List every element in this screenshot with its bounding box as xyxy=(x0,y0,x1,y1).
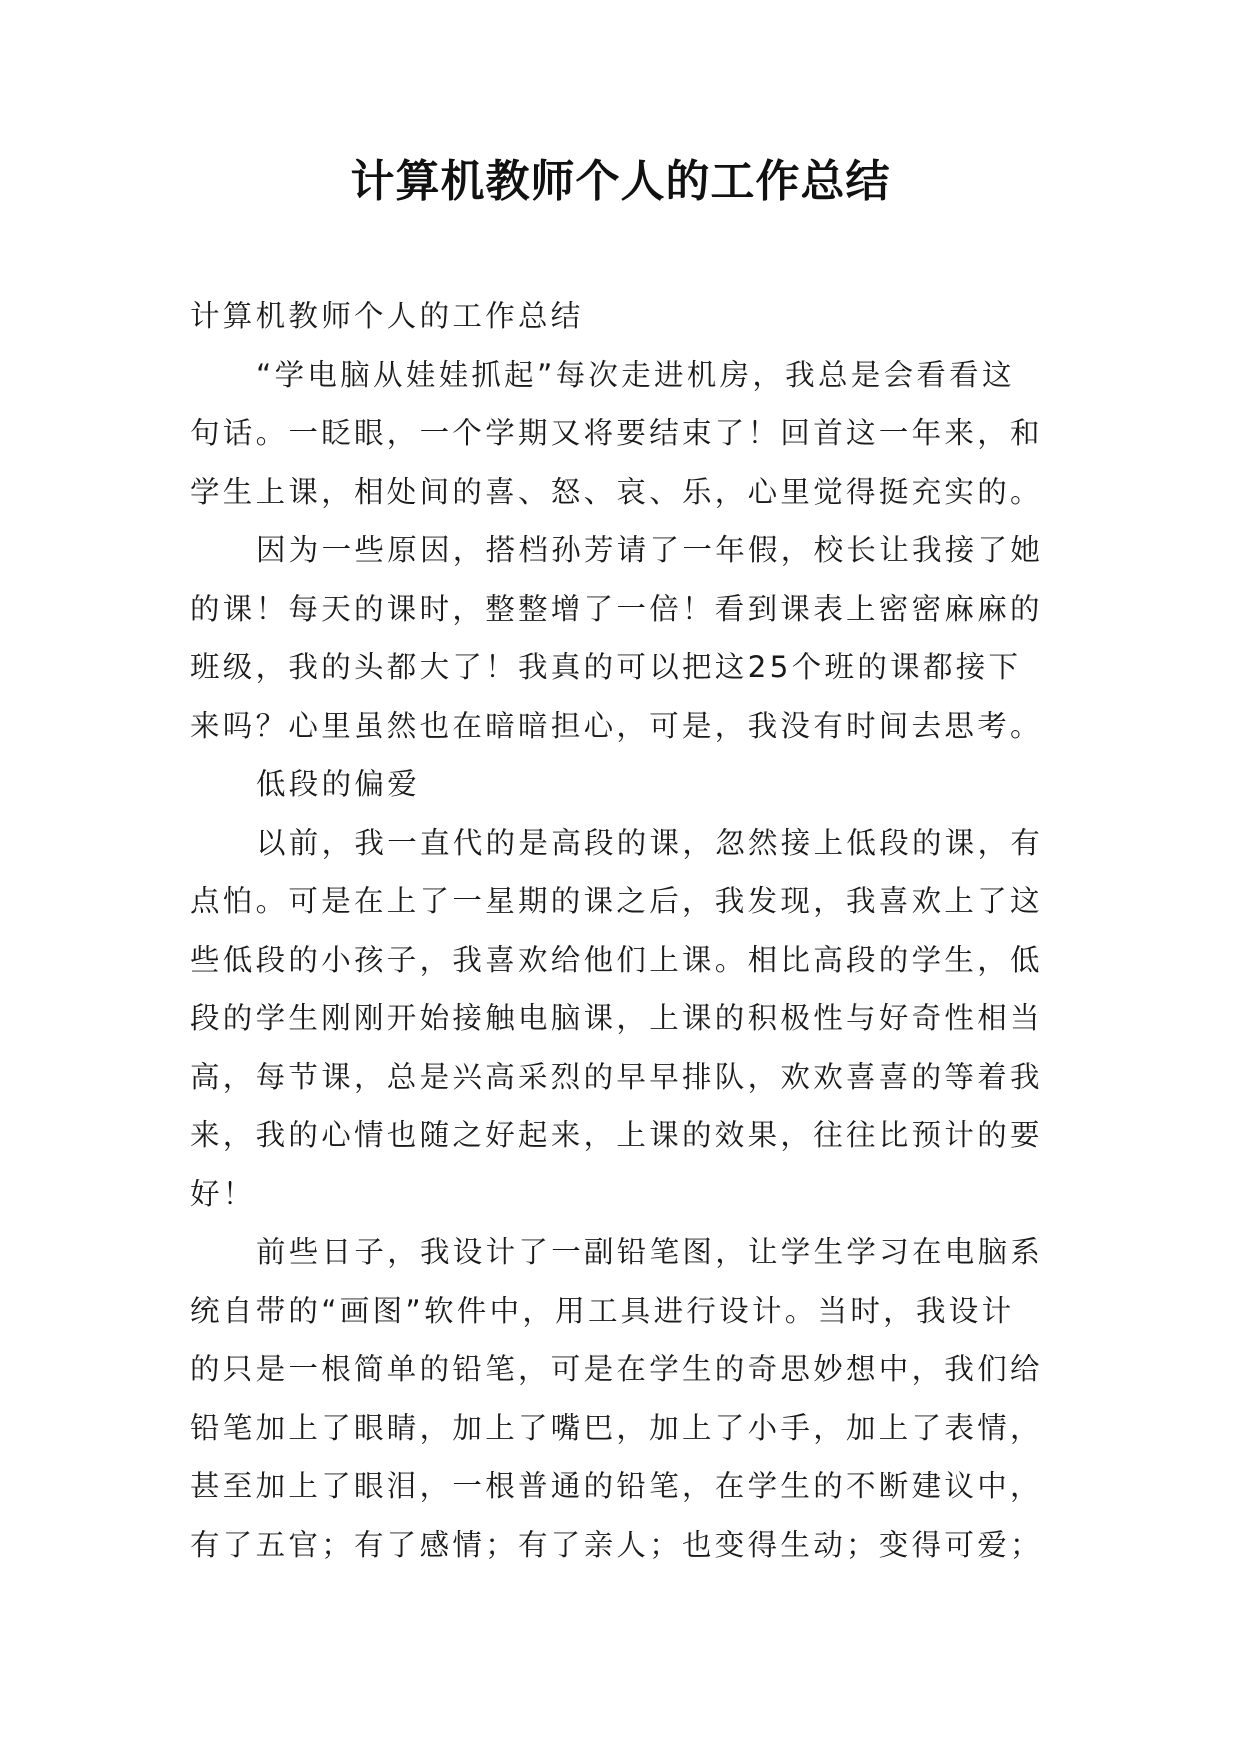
document-body xyxy=(190,287,1052,1574)
text-line: 点怕。可是在上了一星期的课之后，我发现，我喜欢上了这 xyxy=(190,884,1043,918)
subtitle-line xyxy=(190,287,1052,346)
text-line: 段的学生刚刚开始接触电脑课，上课的积极性与好奇性相当 xyxy=(190,1001,1043,1035)
text-line: 好！ xyxy=(190,1176,256,1211)
text-line: 铅笔加上了眼睛，加上了嘴巴，加上了小手，加上了表情， xyxy=(190,1410,1043,1445)
paragraph-2 xyxy=(190,521,1052,755)
text-line: 来吗？心里虽然也在暗暗担心，可是，我没有时间去思考。 xyxy=(190,708,1043,743)
text-line: 学生上课，相处间的喜、怒、哀、乐，心里觉得挺充实的。 xyxy=(190,474,1043,509)
text-line: 以前，我一直代的是高段的课，忽然接上低段的课，有 xyxy=(256,825,1044,860)
text-line: 些低段的小孩子，我喜欢给他们上课。相比高段的学生，低 xyxy=(190,942,1043,977)
text-line: “学电脑从娃娃抓起”每次走进机房，我总是会看看这 xyxy=(256,357,1015,392)
paragraph-3 xyxy=(190,814,1052,1224)
text-line: 前些日子，我设计了一副铅笔图，让学生学习在电脑系 xyxy=(256,1235,1044,1269)
subtitle-text: 计算机教师个人的工作总结 xyxy=(190,299,584,333)
paragraph-4 xyxy=(190,1223,1052,1574)
paragraph-1 xyxy=(190,346,1052,522)
text-line: 有了五官；有了感情；有了亲人；也变得生动；变得可爱； xyxy=(190,1527,1043,1562)
document-title: 计算机教师个人的工作总结 xyxy=(350,156,891,207)
text-line: 句话。一眨眼，一个学期又将要结束了！回首这一年来，和 xyxy=(190,416,1043,450)
text-line: 的课！每天的课时，整整增了一倍！看到课表上密密麻麻的 xyxy=(190,591,1043,626)
section-heading xyxy=(190,755,1052,814)
text-line: 甚至加上了眼泪，一根普通的铅笔，在学生的不断建议中， xyxy=(190,1469,1043,1503)
text-line: 高，每节课，总是兴高采烈的早早排队，欢欢喜喜的等着我 xyxy=(190,1059,1043,1094)
text-line: 来，我的心情也随之好起来，上课的效果，往往比预计的要 xyxy=(190,1118,1043,1152)
text-line: 因为一些原因，搭档孙芳请了一年假，校长让我接了她 xyxy=(256,533,1044,567)
text-line: 的只是一根简单的铅笔，可是在学生的奇思妙想中，我们给 xyxy=(190,1352,1043,1386)
text-line: 统自带的“画图”软件中，用工具进行设计。当时，我设计 xyxy=(190,1293,1015,1328)
text-line: 班级，我的头都大了！我真的可以把这25个班的课都接下 xyxy=(190,650,1022,684)
section-heading-text: 低段的偏爱 xyxy=(256,767,421,801)
